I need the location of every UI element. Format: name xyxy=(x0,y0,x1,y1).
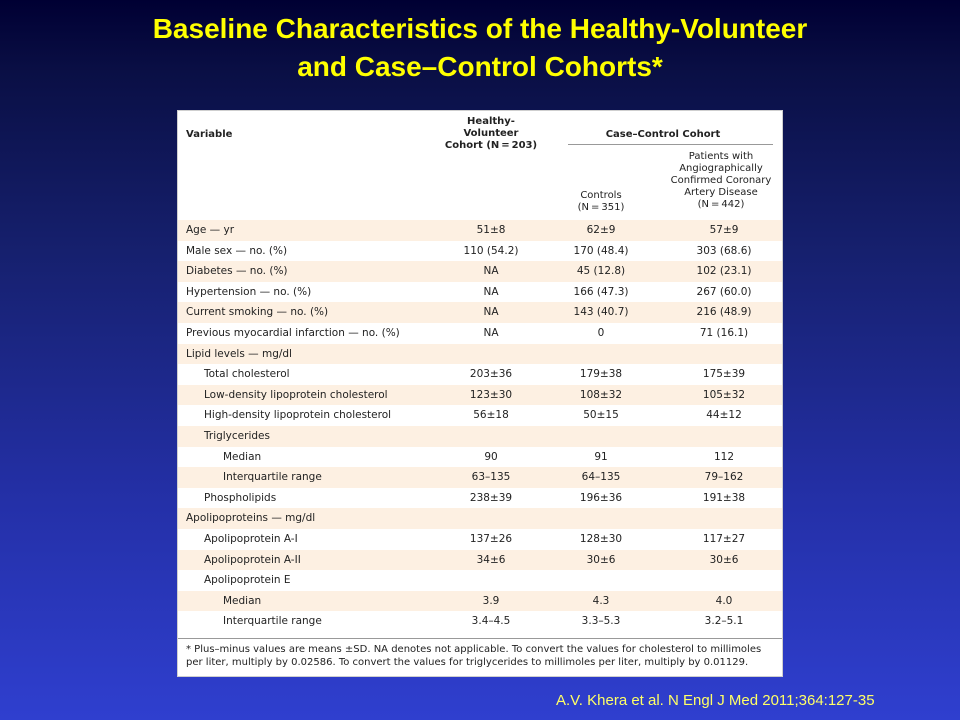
cell-controls: 50±15 xyxy=(583,409,619,422)
cell-healthy-volunteer: 203±36 xyxy=(469,368,513,381)
row-label: Apolipoprotein E xyxy=(204,574,291,587)
cell-patients: 267 (60.0) xyxy=(696,285,752,298)
table-row xyxy=(178,611,782,632)
table-row xyxy=(178,323,782,344)
cell-controls: 3.3–5.3 xyxy=(581,615,621,628)
table-row xyxy=(178,220,782,241)
header-case-control-group: Case–Control Cohort xyxy=(605,129,721,140)
cell-healthy-volunteer: 90 xyxy=(484,450,498,463)
citation: A.V. Khera et al. N Engl J Med 2011;364:127-35 xyxy=(556,692,875,709)
row-label: Total cholesterol xyxy=(204,368,290,381)
row-label: Median xyxy=(223,594,262,607)
cell-healthy-volunteer: 3.9 xyxy=(482,594,500,607)
table-row xyxy=(178,467,782,488)
table-row xyxy=(178,302,782,323)
cell-patients: 191±38 xyxy=(702,491,746,504)
cell-healthy-volunteer: 3.4–4.5 xyxy=(471,615,511,628)
row-label: Male sex — no. (%) xyxy=(186,244,288,257)
row-label: Median xyxy=(223,450,262,463)
row-label: Lipid levels — mg/dl xyxy=(186,347,292,360)
cell-patients: 216 (48.9) xyxy=(696,306,752,319)
cell-healthy-volunteer: NA xyxy=(483,265,499,278)
row-label: Apolipoprotein A-II xyxy=(204,553,301,566)
row-label: Interquartile range xyxy=(223,615,322,628)
cell-controls: 143 (40.7) xyxy=(573,306,629,319)
row-label: Age — yr xyxy=(186,224,235,236)
cell-patients: 30±6 xyxy=(709,553,739,566)
row-label: Triglycerides xyxy=(204,429,270,442)
row-label: Apolipoprotein A-I xyxy=(204,532,298,545)
cell-patients: 4.0 xyxy=(715,594,733,607)
header-controls: Controls (N = 351) xyxy=(577,190,625,213)
header-group-rule xyxy=(568,144,773,145)
cell-controls: 170 (48.4) xyxy=(573,244,629,257)
cell-patients: 71 (16.1) xyxy=(699,326,749,339)
row-label: Current smoking — no. (%) xyxy=(186,306,329,319)
cell-controls: 4.3 xyxy=(592,594,610,607)
cell-patients: 57±9 xyxy=(709,224,739,236)
row-label: Low-density lipoprotein cholesterol xyxy=(204,388,388,401)
cell-controls: 91 xyxy=(594,450,608,463)
table-row xyxy=(178,344,782,365)
header-healthy-volunteer: Healthy-Volunteer Cohort (N = 203) xyxy=(444,116,538,151)
header-patients-cad: Patients with Angiographically Confirmed Coronary Artery Disease (N = 442) xyxy=(670,151,772,210)
table-row xyxy=(178,364,782,385)
table-row xyxy=(178,282,782,303)
row-label: Phospholipids xyxy=(204,491,277,504)
table-row xyxy=(178,488,782,509)
cell-healthy-volunteer: 51±8 xyxy=(476,224,506,236)
slide-title xyxy=(0,10,960,86)
header-variable: Variable xyxy=(186,129,233,140)
cell-patients: 79–162 xyxy=(704,471,744,484)
cell-patients: 112 xyxy=(713,450,735,463)
row-label: Interquartile range xyxy=(223,471,322,484)
cell-patients: 303 (68.6) xyxy=(696,244,752,257)
baseline-characteristics-table xyxy=(177,110,783,677)
cell-healthy-volunteer: NA xyxy=(483,306,499,319)
cell-controls: 108±32 xyxy=(579,388,623,401)
table-row xyxy=(178,261,782,282)
cell-patients: 105±32 xyxy=(702,388,746,401)
cell-patients: 102 (23.1) xyxy=(696,265,752,278)
cell-healthy-volunteer: 123±30 xyxy=(469,388,513,401)
cell-healthy-volunteer: 63–135 xyxy=(471,471,511,484)
cell-patients: 3.2–5.1 xyxy=(704,615,744,628)
cell-healthy-volunteer: 110 (54.2) xyxy=(463,244,519,257)
table-footnote: * Plus–minus values are means ±SD. NA denotes not applicable. To convert the values for cholesterol to millimoles per liter, multiply by 0.02586. To convert the values for triglycerides to millimoles per liter, multiply by 0.01129. xyxy=(178,638,782,669)
table-row xyxy=(178,385,782,406)
slide-title-line-2: and Case–Control Cohorts* xyxy=(297,51,663,82)
slide-title-line-1: Baseline Characteristics of the Healthy-Volunteer xyxy=(152,13,808,44)
cell-healthy-volunteer: NA xyxy=(483,285,499,298)
cell-controls: 166 (47.3) xyxy=(573,285,629,298)
table-row xyxy=(178,591,782,612)
cell-healthy-volunteer: 238±39 xyxy=(469,491,513,504)
cell-healthy-volunteer: NA xyxy=(483,326,499,339)
cell-controls: 30±6 xyxy=(586,553,616,566)
table-row xyxy=(178,550,782,571)
table-row xyxy=(178,570,782,591)
cell-controls: 128±30 xyxy=(579,532,623,545)
cell-controls: 179±38 xyxy=(579,368,623,381)
table-header xyxy=(178,111,782,219)
row-label: High-density lipoprotein cholesterol xyxy=(204,409,392,422)
cell-controls: 62±9 xyxy=(586,224,616,236)
table-row xyxy=(178,405,782,426)
row-label: Apolipoproteins — mg/dl xyxy=(186,512,316,525)
table-row xyxy=(178,447,782,468)
cell-patients: 44±12 xyxy=(706,409,742,422)
row-label: Previous myocardial infarction — no. (%) xyxy=(186,326,400,339)
table-body xyxy=(178,220,782,632)
cell-healthy-volunteer: 137±26 xyxy=(469,532,513,545)
cell-controls: 64–135 xyxy=(581,471,621,484)
row-label: Diabetes — no. (%) xyxy=(186,265,288,278)
cell-healthy-volunteer: 56±18 xyxy=(473,409,509,422)
cell-controls: 0 xyxy=(597,326,605,339)
cell-controls: 196±36 xyxy=(579,491,623,504)
cell-patients: 117±27 xyxy=(702,532,746,545)
table-row xyxy=(178,241,782,262)
cell-patients: 175±39 xyxy=(702,368,746,381)
cell-controls: 45 (12.8) xyxy=(576,265,626,278)
table-row xyxy=(178,529,782,550)
table-row xyxy=(178,508,782,529)
table-row xyxy=(178,426,782,447)
cell-healthy-volunteer: 34±6 xyxy=(476,553,506,566)
row-label: Hypertension — no. (%) xyxy=(186,285,312,298)
